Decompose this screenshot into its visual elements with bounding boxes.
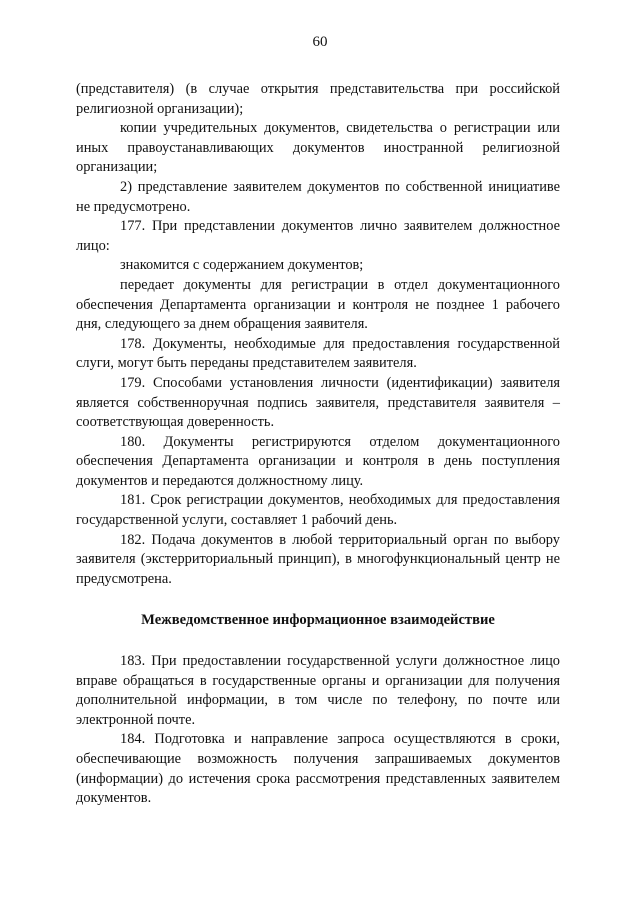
document-body bbox=[76, 80, 560, 809]
paragraph-177-item-1: знакомится с содержанием документов; bbox=[120, 257, 364, 274]
paragraph-3: 2) представление заявителем документов по собственной инициативе не предусмотрено. bbox=[76, 178, 560, 215]
paragraph-177: 177. При представлении документов лично заявителем должностное лицо: bbox=[76, 218, 560, 254]
paragraph-178: 178. Документы, необходимые для предоставления государственной слуги, могут быть переданы представителем заявителя. bbox=[76, 335, 560, 372]
paragraph-2: копии учредительных документов, свидетельства о регистрации или иных правоустанавливающих документов иностранной религиозной организации; bbox=[76, 120, 560, 176]
paragraph-177-item-2: передает документы для регистрации в отдел документационного обеспечения Департамента организации и контроля не позднее 1 рабочего дня, следующего за днем обращения заявителя. bbox=[76, 276, 560, 333]
paragraph-179: 179. Способами установления личности (идентификации) заявителя является собственноручная подпись заявителя, представителя заявителя – соответствующая доверенность. bbox=[76, 374, 560, 431]
paragraph-184: 184. Подготовка и направление запроса осуществляются в сроки, обеспечивающие возможность получения запрашиваемых документов (информации) до истечения срока рассмотрения представленных заявителем документов. bbox=[76, 731, 560, 807]
paragraph-182: 182. Подача документов в любой территориальный орган по выбору заявителя (экстерриториальный принцип), в многофункциональный центр не предусмотрена. bbox=[76, 531, 560, 587]
paragraph-183: 183. При предоставлении государственной услуги должностное лицо вправе обращаться в государственные органы и организации для получения дополнительной информации, в том числе по телефону, по почте или электронной почте. bbox=[76, 653, 560, 728]
paragraph-1: (представителя) (в случае открытия представительства при российской религиозной организации); bbox=[76, 81, 560, 117]
section-heading: Межведомственное информационное взаимодействие bbox=[141, 612, 495, 629]
page-number: 60 bbox=[312, 34, 328, 50]
paragraph-180: 180. Документы регистрируются отделом документационного обеспечения Департамента организации и контроля в день поступления документов и передаются должностному лицу. bbox=[76, 433, 560, 489]
paragraph-181: 181. Срок регистрации документов, необходимых для предоставления государственной услуги, составляет 1 рабочий день. bbox=[76, 492, 560, 529]
